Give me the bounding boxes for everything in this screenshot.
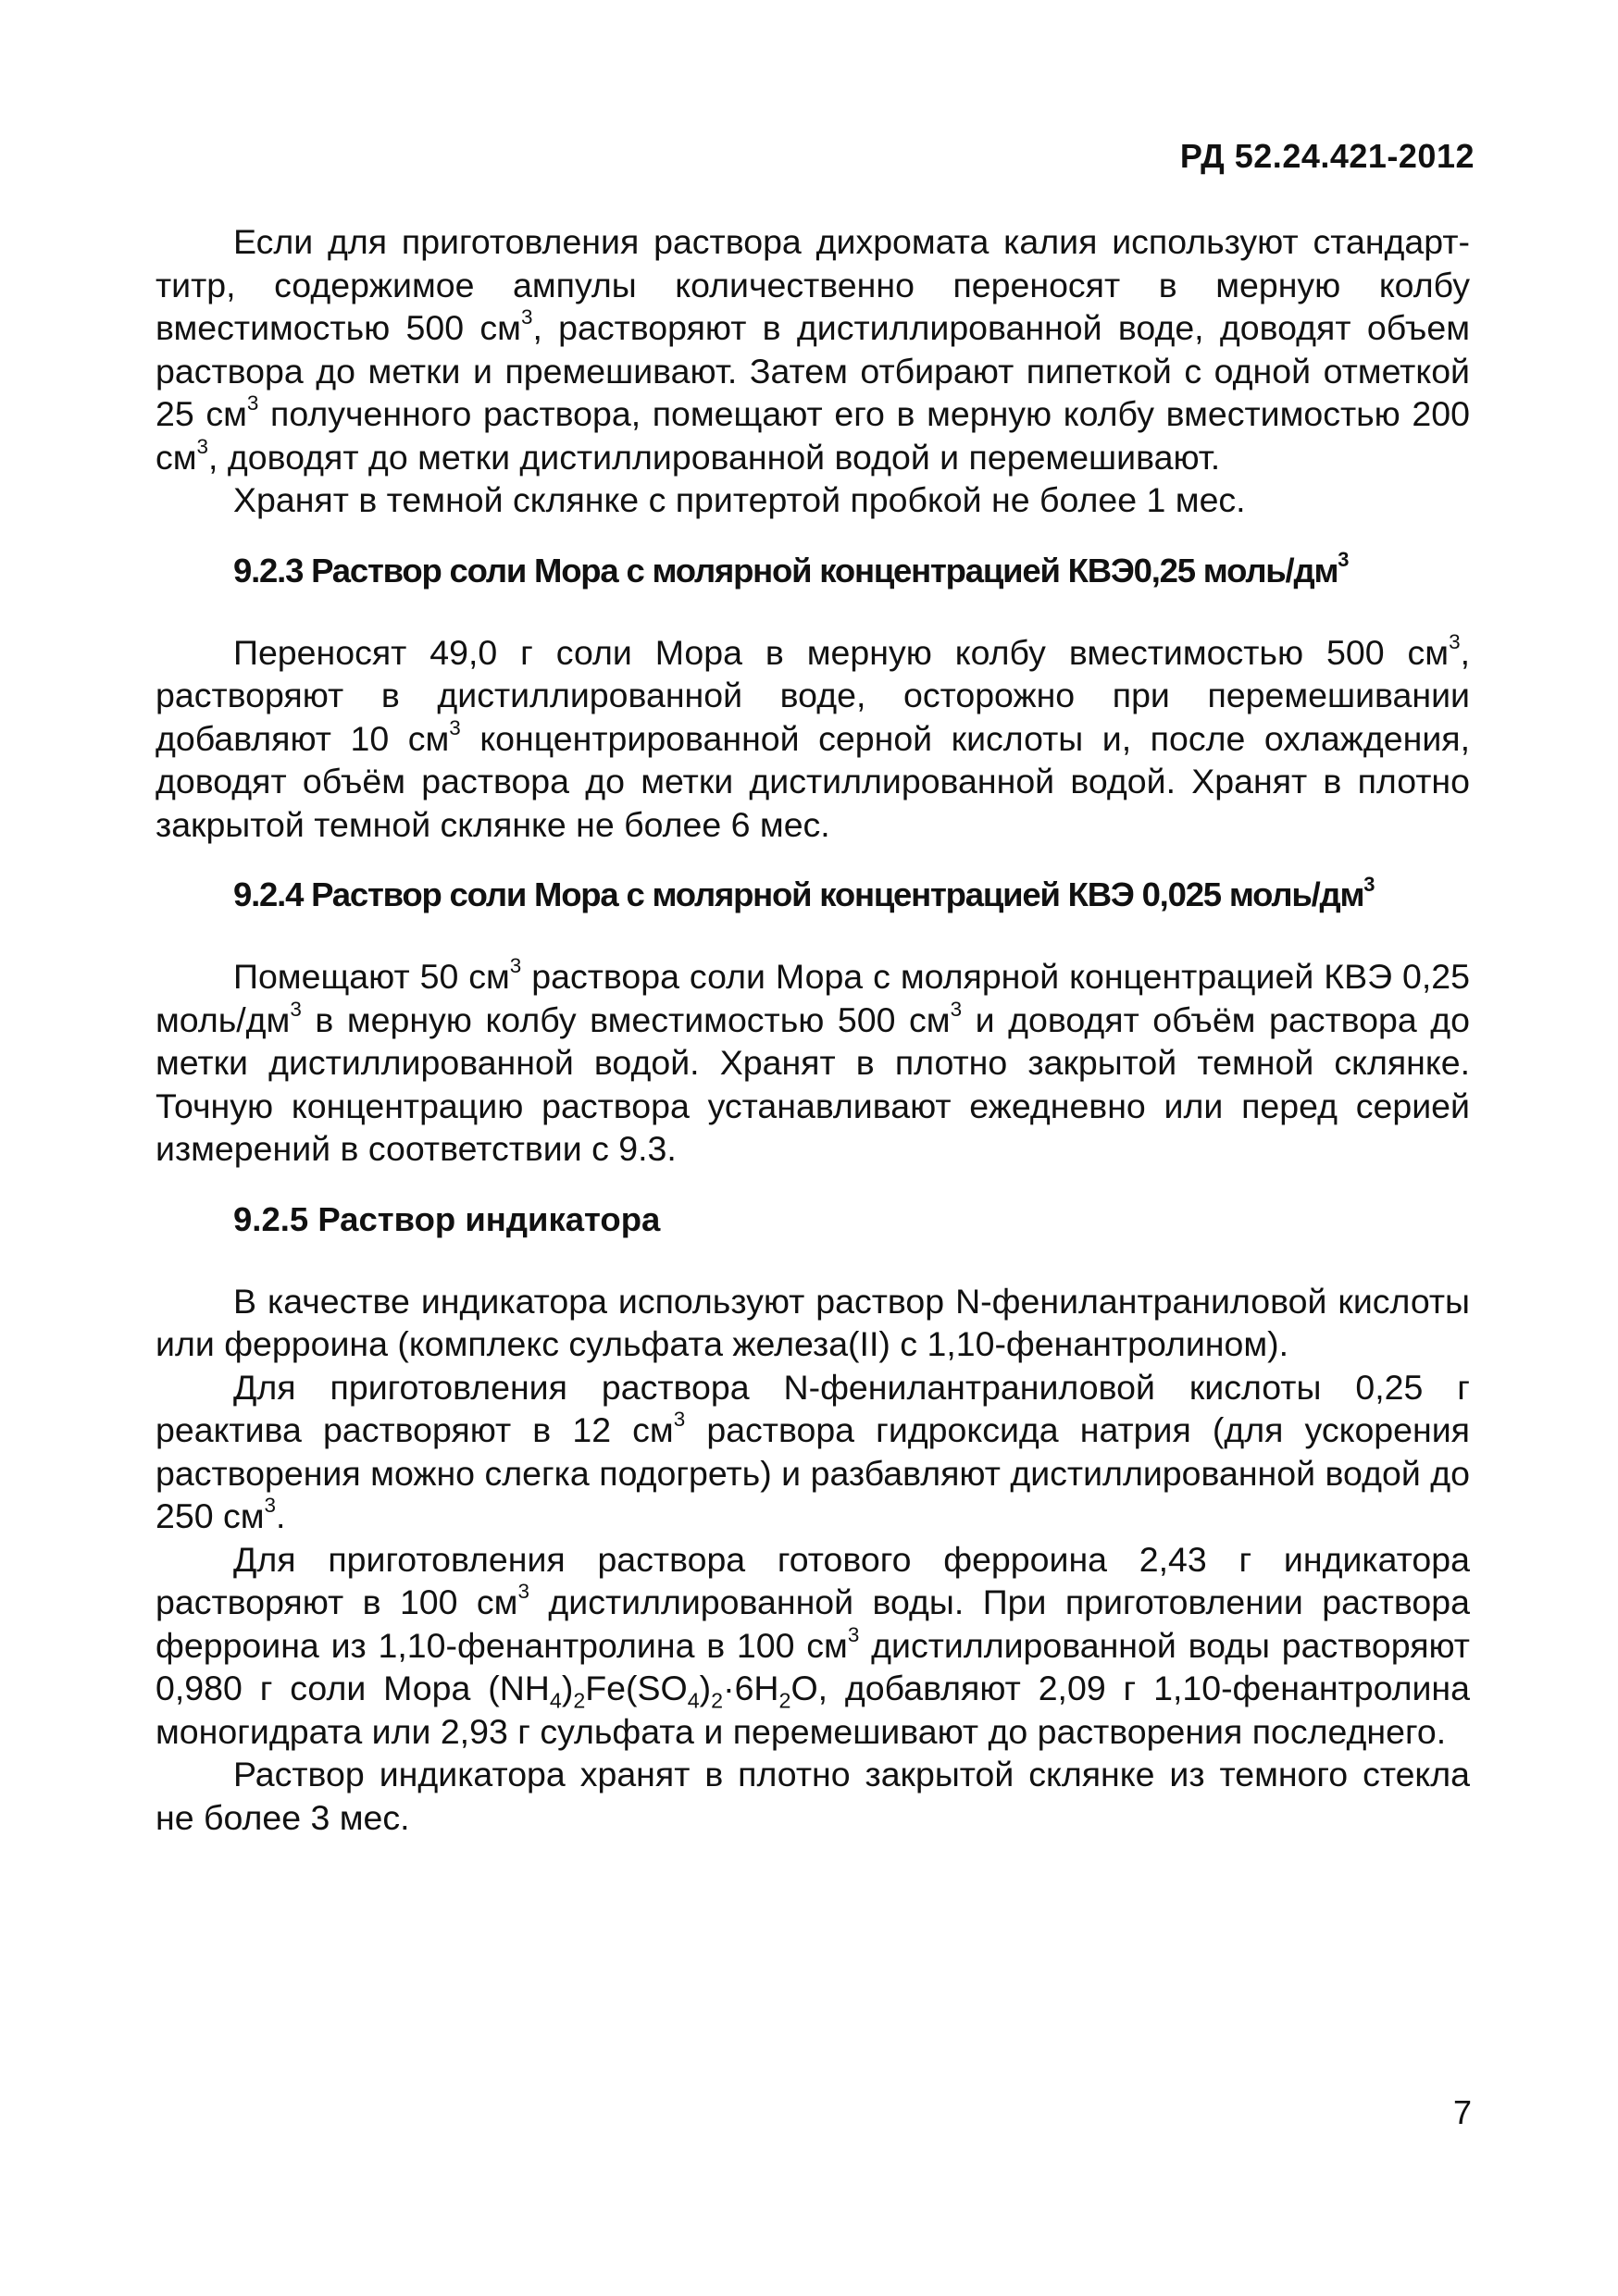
text-run: .: [276, 1496, 286, 1535]
text-run: ·6H: [723, 1669, 779, 1707]
superscript: 3: [520, 305, 533, 329]
superscript: 3: [517, 1580, 529, 1604]
text-run: O, добавляют 2,09 г 1,10-фенантролина моногидрата или 2,93 г сульфата и перемешивают до растворения последнего.: [156, 1669, 1471, 1751]
subscript: 4: [549, 1688, 562, 1713]
text-run: Fe(SO: [585, 1669, 688, 1707]
subscript: 2: [573, 1688, 586, 1713]
text-run: , доводят до метки дистиллированной водой и перемешивают.: [208, 437, 1221, 477]
paragraph-mohr-salt-025: [156, 631, 1470, 847]
superscript: 3: [509, 954, 522, 978]
paragraph-mohr-salt-0025: [156, 955, 1470, 1171]
text-run: ): [699, 1669, 712, 1707]
page-content: [156, 220, 1470, 1839]
superscript: 3: [196, 434, 209, 458]
superscript: 3: [847, 1622, 860, 1646]
superscript: 3: [1449, 629, 1461, 653]
superscript: 3: [1338, 548, 1349, 572]
text-run: в мерную колбу вместимостью 500 см: [301, 999, 951, 1039]
superscript: 3: [264, 1494, 277, 1518]
section-heading-9-2-3: [156, 550, 1470, 592]
text-run: , растворяют в дистиллированной воде, осторожно при перемешивании добавляют 10 см: [156, 632, 1470, 758]
section-heading-9-2-5: 9.2.5 Раствор индикатора: [233, 1199, 661, 1238]
paragraph-storage-1: Хранят в темной склянке с притертой пробкой не более 1 мес.: [233, 480, 1246, 519]
section-heading-9-2-4: [156, 874, 1470, 916]
subscript: 2: [778, 1688, 791, 1713]
paragraph-indicator-storage: Раствор индикатора хранят в плотно закрытой склянке из темного стекла не более 3 мес.: [156, 1755, 1470, 1837]
text-run: ): [561, 1669, 574, 1707]
text-run: Для приготовления раствора N-фенилантраниловой кислоты 0,25 г реактива растворяют в 12 см: [156, 1367, 1470, 1449]
heading-text: 9.2.4 Раствор соли Мора с молярной концентрацией КВЭ 0,025 моль/дм: [233, 875, 1364, 913]
paragraph-ferroin: [156, 1538, 1470, 1754]
document-code: РД 52.24.421-2012: [1179, 137, 1475, 175]
heading-text: 9.2.3 Раствор соли Мора с молярной концентрацией КВЭ0,25 моль/дм: [233, 551, 1338, 590]
text-run: раствора гидроксида натрия (для ускорения растворения можно слегка подогреть) и разбавляют дистиллированной водой до 250 см: [156, 1410, 1470, 1535]
superscript: 3: [246, 391, 259, 416]
text-run: Для приготовления раствора готового ферроина 2,43 г индикатора растворяют в 100 см: [156, 1539, 1470, 1621]
superscript: 3: [1363, 872, 1375, 896]
text-run: концентрированной серной кислоты и, после охлаждения, доводят объём раствора до метки дистиллированной водой. Хранят в плотно закрытой темной склянке не более 6 мес.: [156, 718, 1470, 844]
text-run: полученного раствора, помещают его в мерную колбу вместимостью 200 см: [156, 394, 1470, 477]
superscript: 3: [673, 1408, 686, 1432]
page-number: 7: [1452, 2093, 1472, 2131]
subscript: 4: [687, 1688, 700, 1713]
paragraph-indicator-choice: В качестве индикатора используют раствор N-фенилантраниловой кислоты или ферроина (комплекс сульфата железа(II) с 1,10-фенантролином).: [156, 1281, 1470, 1363]
text-run: дистиллированной воды растворяют 0,980 г соли Мора (NH: [156, 1625, 1470, 1707]
text-run: , растворяют в дистиллированной воде, доводят объем раствора до метки и премешивают. Затем отбирают пипеткой с одной отметкой 25 см: [156, 308, 1470, 433]
text-run: дистиллированной воды. При приготовлении раствора ферроина из 1,10-фенантролина в 100 см: [156, 1582, 1470, 1665]
subscript: 2: [711, 1688, 724, 1713]
paragraph-dichromate: [156, 220, 1470, 478]
text-run: Помещают 50 см: [233, 957, 510, 996]
text-run: и доводят объём раствора до метки дистиллированной водой. Хранят в плотно закрытой темной склянке. Точную концентрацию раствора устанавливают ежедневно или перед серией измерений в соответствии с 9.3.: [156, 999, 1470, 1168]
text-run: раствора соли Мора с молярной концентрацией КВЭ 0,25 моль/дм: [156, 957, 1470, 1039]
superscript: 3: [950, 997, 963, 1021]
text-run: Переносят 49,0 г соли Мора в мерную колбу вместимостью 500 см: [233, 632, 1450, 672]
superscript: 3: [449, 715, 461, 739]
superscript: 3: [290, 997, 302, 1021]
text-run: Если для приготовления раствора дихромата калия используют стандарт-титр, содержимое ампулы количественно переносят в мерную колбу вместимостью 500 см: [156, 222, 1470, 347]
paragraph-phenylanthranilic: [156, 1366, 1470, 1538]
